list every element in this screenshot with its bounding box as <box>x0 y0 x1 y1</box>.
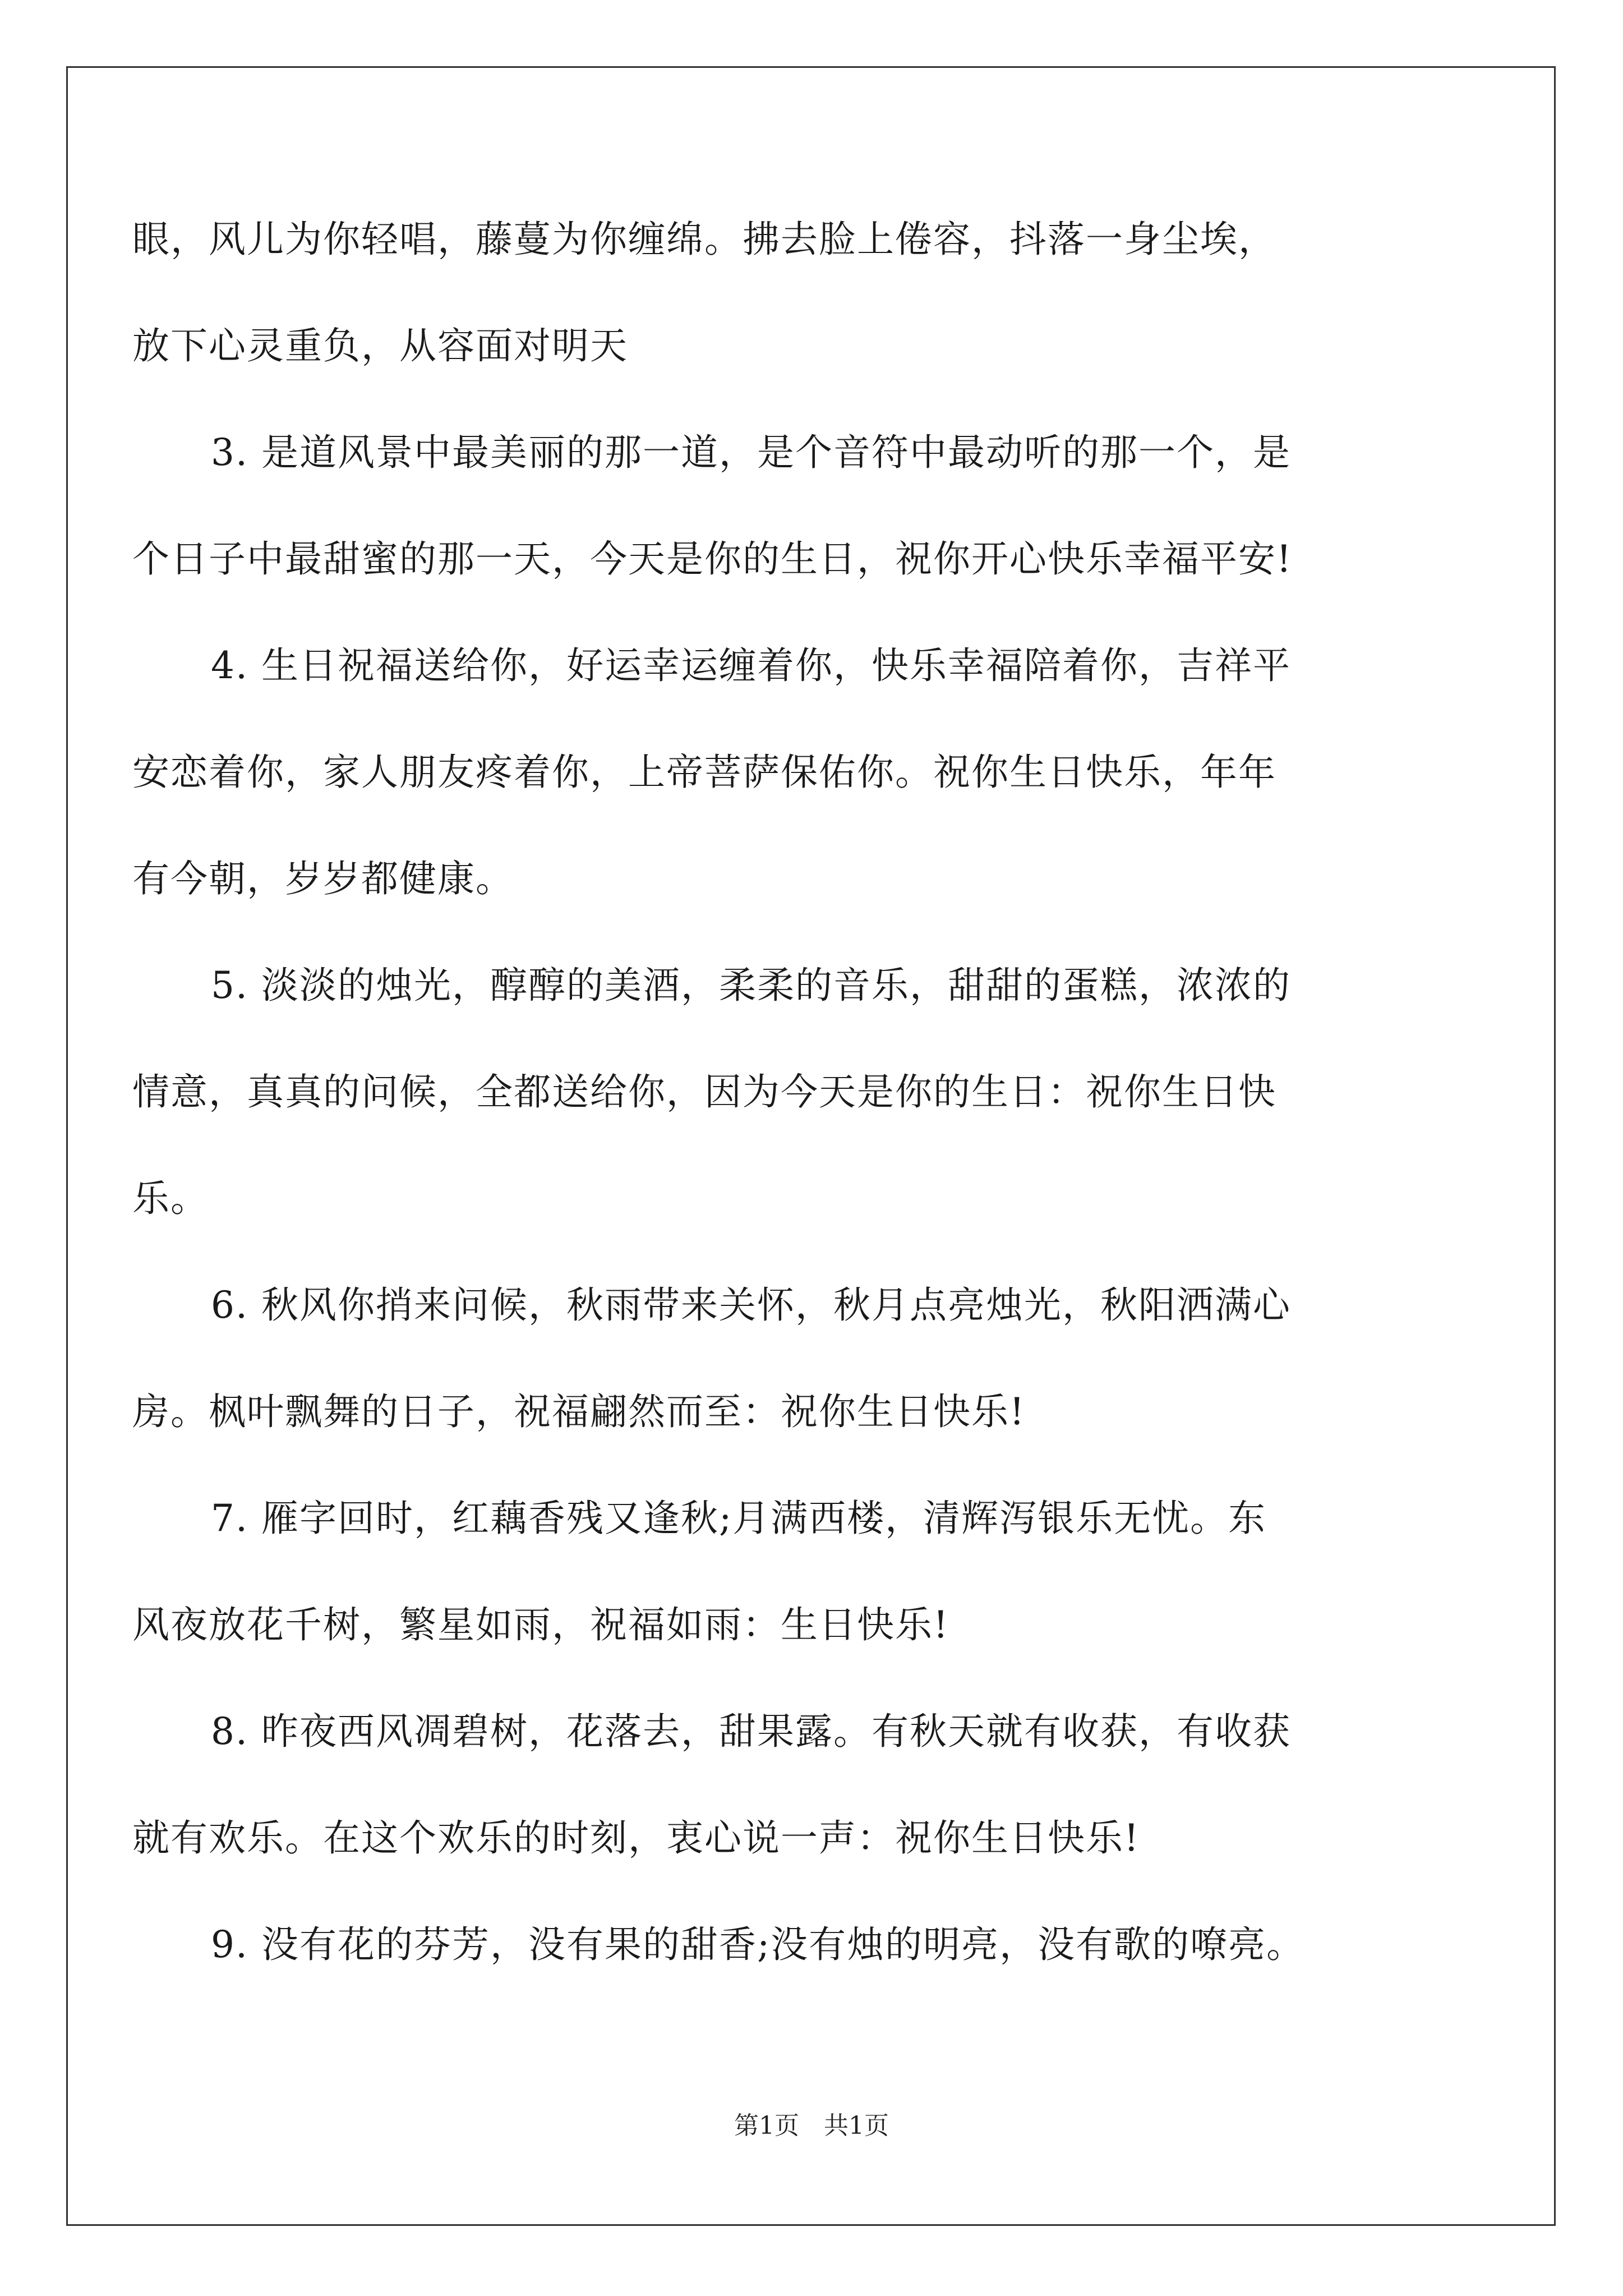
text-line: 就有欢乐。在这个欢乐的时刻，衷心说一声：祝你生日快乐! <box>132 1816 1140 1860</box>
page-total: 共1页 <box>824 2111 889 2140</box>
text-line: 放下心灵重负，从容面对明天 <box>132 324 628 367</box>
text-line: 情意，真真的问候，全都送给你，因为今天是你的生日：祝你生日快 <box>132 1070 1276 1114</box>
paragraph-3-start: 3. 是道风景中最美丽的那一道，是个音符中最动听的那一个，是 <box>211 431 1291 474</box>
text-line: 安恋着你，家人朋友疼着你，上帝菩萨保佑你。祝你生日快乐，年年 <box>132 751 1276 794</box>
paragraph-6-start: 6. 秋风你捎来问候，秋雨带来关怀，秋月点亮烛光，秋阳洒满心 <box>211 1283 1291 1327</box>
text-line: 乐。 <box>132 1177 209 1220</box>
text-line: 有今朝，岁岁都健康。 <box>132 857 514 900</box>
text-line: 房。枫叶飘舞的日子，祝福翩然而至：祝你生日快乐! <box>132 1390 1026 1433</box>
text-line: 风夜放花千树，繁星如雨，祝福如雨：生日快乐! <box>132 1603 949 1646</box>
page-number: 第1页 <box>734 2111 799 2140</box>
paragraph-9-start: 9. 没有花的芬芳，没有果的甜香;没有烛的明亮，没有歌的嘹亮。 <box>211 1923 1305 1966</box>
paragraph-7-start: 7. 雁字回时，红藕香残又逢秋;月满西楼，清辉泻银乐无忧。东 <box>211 1497 1267 1540</box>
paragraph-8-start: 8. 昨夜西风凋碧树，花落去，甜果露。有秋天就有收获，有收获 <box>211 1710 1291 1753</box>
paragraph-5-start: 5. 淡淡的烛光，醇醇的美酒，柔柔的音乐，甜甜的蛋糕，浓浓的 <box>211 964 1291 1007</box>
text-line: 眼，风儿为你轻唱，藤蔓为你缠绵。拂去脸上倦容，抖落一身尘埃， <box>132 218 1276 261</box>
paragraph-4-start: 4. 生日祝福送给你，好运幸运缠着你，快乐幸福陪着你，吉祥平 <box>211 644 1291 687</box>
page-border <box>66 66 1556 2226</box>
text-line: 个日子中最甜蜜的那一天，今天是你的生日，祝你开心快乐幸福平安! <box>132 537 1293 581</box>
page-footer <box>0 2109 1623 2143</box>
